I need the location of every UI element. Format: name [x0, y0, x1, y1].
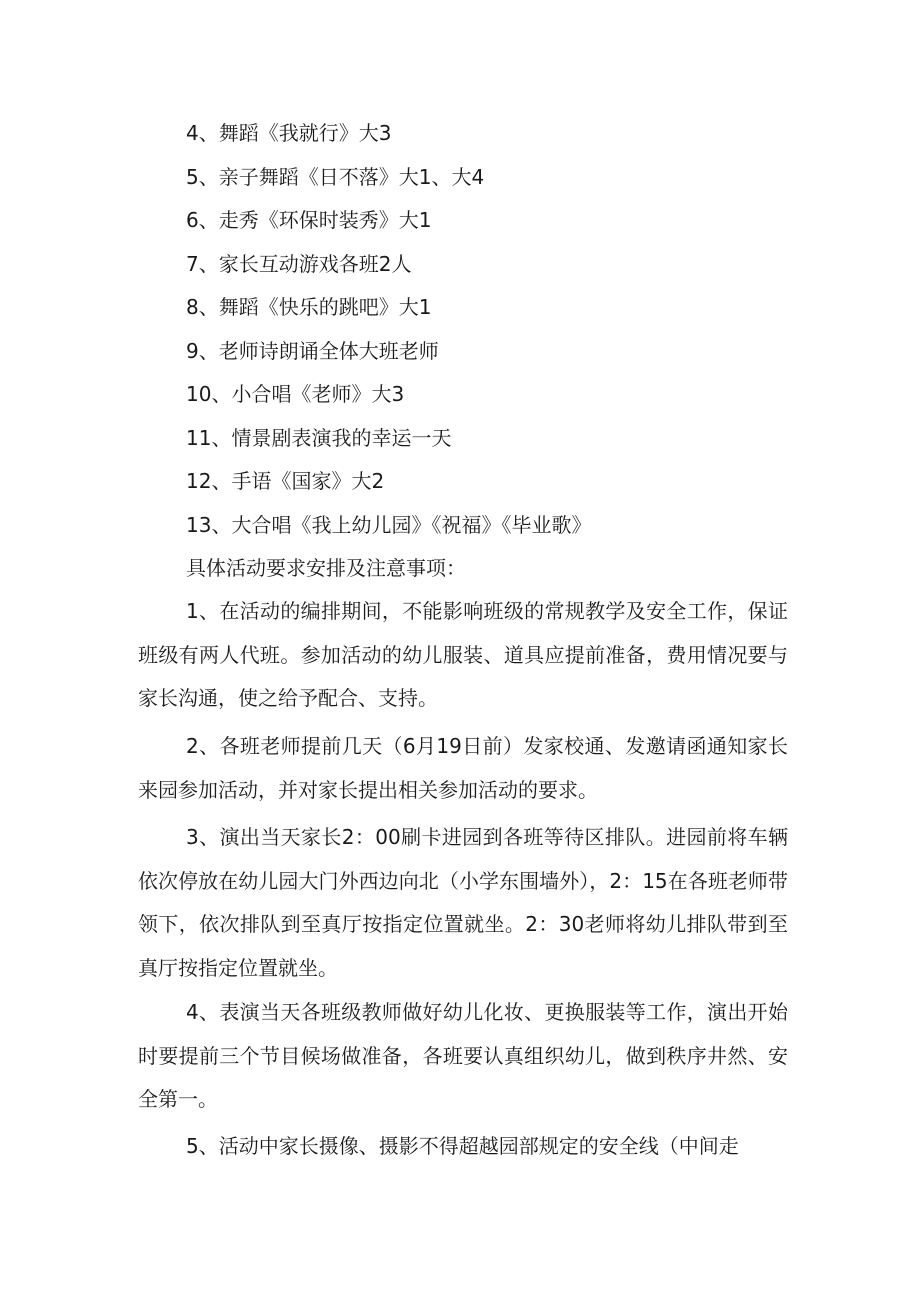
program-item: 13、大合唱《我上幼儿园》《祝福》《毕业歌》 [186, 513, 592, 537]
requirement-paragraph-1: 1、在活动的编排期间，不能影响班级的常规教学及安全工作，保证班级有两人代班。参加活动的幼儿服装、道具应提前准备，费用情况要与家长沟通，使之给予配合、支持。 [138, 599, 788, 710]
program-item: 4、舞蹈《我就行》大3 [186, 121, 392, 145]
requirement-paragraph-3: 3、演出当天家长2：00刷卡进园到各班等待区排队。进园前将车辆依次停放在幼儿园大门外西边向北（小学东围墙外），2：15在各班老师带领下，依次排队到至真厅按指定位置就坐。2：30老师将幼儿排队带到至真厅按指定位置就坐。 [138, 825, 788, 980]
program-item: 6、走秀《环保时装秀》大1 [186, 208, 432, 232]
requirements-heading: 具体活动要求安排及注意事项： [186, 556, 466, 580]
program-item: 8、舞蹈《快乐的跳吧》大1 [186, 295, 432, 319]
program-item: 11、情景剧表演我的幸运一天 [186, 426, 452, 450]
program-item: 5、亲子舞蹈《日不落》大1、大4 [186, 165, 485, 189]
program-item: 10、小合唱《老师》大3 [186, 382, 405, 406]
program-item: 12、手语《国家》大2 [186, 469, 385, 493]
requirement-paragraph-2: 2、各班老师提前几天（6月19日前）发家校通、发邀请函通知家长来园参加活动，并对家长提出相关参加活动的要求。 [138, 734, 788, 802]
requirement-paragraph-5: 5、活动中家长摄像、摄影不得超越园部规定的安全线（中间走 [186, 1134, 739, 1158]
program-item: 9、老师诗朗诵全体大班老师 [186, 339, 439, 363]
program-item: 7、家长互动游戏各班2人 [186, 252, 412, 276]
requirement-paragraph-4: 4、表演当天各班级教师做好幼儿化妆、更换服装等工作，演出开始时要提前三个节目候场做准备，各班要认真组织幼儿，做到秩序井然、安全第一。 [138, 1000, 788, 1111]
